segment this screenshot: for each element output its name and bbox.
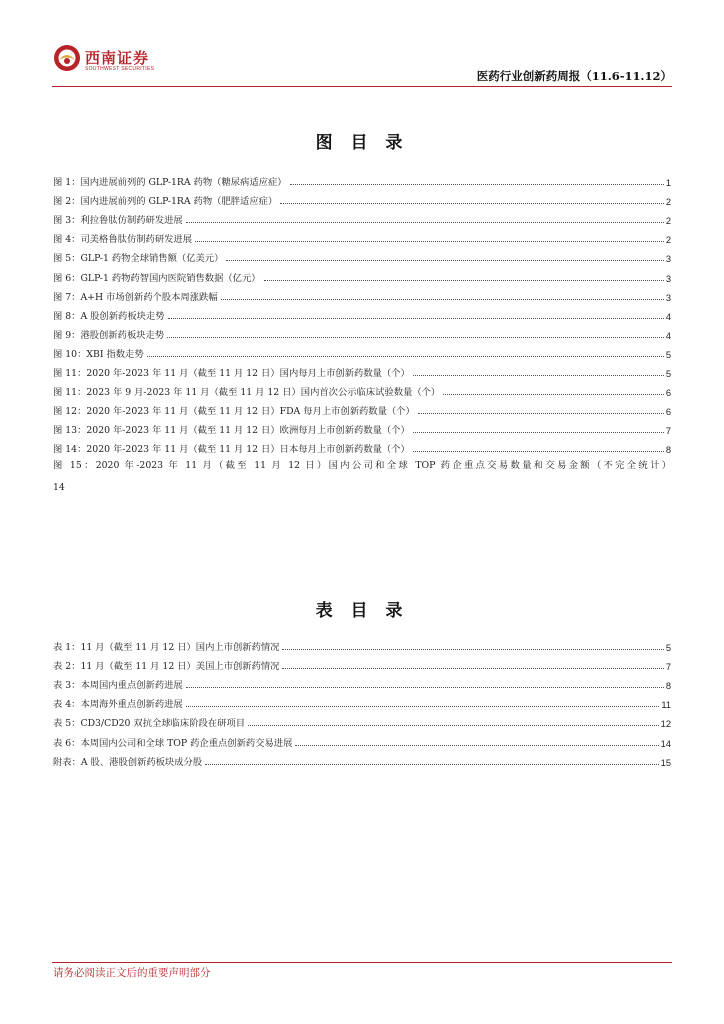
toc-entry-label: 图 12：2020 年-2023 年 11 月（截至 11 月 12 日）FDA 每月上市创新药数量（个） [53, 406, 415, 418]
toc-entry-label: 表 2：11 月（截至 11 月 12 日）美国上市创新药情况 [53, 661, 280, 673]
toc-entry-page: 4 [665, 330, 671, 341]
toc-entry-label: 图 2：国内进展前列的 GLP-1RA 药物（肥胖适应症） [53, 196, 278, 208]
figures-toc-title: 图 目 录 [315, 133, 409, 153]
toc-entry-page: 8 [665, 681, 671, 692]
toc-entry-label: 图 11：2023 年 9 月-2023 年 11 月（截至 11 月 12 日）国内首次公示临床试验数量（个） [53, 387, 441, 399]
toc-leader-dots [413, 375, 664, 376]
toc-entry-page: 3 [665, 273, 671, 284]
toc-entry-figure[interactable] [53, 398, 671, 417]
toc-entry-page: 2 [665, 216, 671, 227]
toc-entry-page: 3 [665, 292, 671, 303]
toc-entry-label: 附表：A 股、港股创新药板块成分股 [53, 756, 203, 768]
toc-entry-figure[interactable] [53, 436, 671, 455]
toc-leader-dots [186, 687, 664, 688]
toc-entry-label: 图 14：2020 年-2023 年 11 月（截至 11 月 12 日）日本每月上市创新药数量（个） [53, 444, 410, 456]
toc-entry-page: 3 [665, 254, 671, 265]
toc-leader-dots [226, 260, 663, 261]
toc-entry-label: 图 1：国内进展前列的 GLP-1RA 药物（糖尿病适应症） [53, 177, 287, 189]
toc-leader-dots [280, 203, 664, 204]
toc-leader-dots [295, 745, 658, 746]
toc-leader-dots [413, 451, 664, 452]
toc-entry-page: 8 [665, 445, 671, 456]
toc-leader-dots [264, 280, 664, 281]
toc-entry-page: 11 [661, 700, 671, 711]
toc-entry-page: 12 [660, 719, 671, 730]
toc-entry-table[interactable] [53, 634, 671, 653]
toc-entry-label: 图 5：GLP-1 药物全球销售额（亿美元） [53, 253, 224, 265]
toc-entry-page: 2 [665, 197, 671, 208]
toc-entry-label: 图 4：司美格鲁肽仿制药研发进展 [53, 234, 193, 246]
toc-leader-dots [168, 318, 664, 319]
toc-entry-figure[interactable] [53, 379, 671, 398]
toc-entry-table[interactable] [53, 749, 671, 768]
toc-entry-figure[interactable] [53, 169, 671, 188]
toc-leader-dots [290, 184, 664, 185]
toc-leader-dots [221, 299, 664, 300]
toc-entry-label: 表 5：CD3/CD20 双抗全球临床阶段在研项目 [53, 718, 245, 730]
tables-toc-title: 表 目 录 [315, 601, 409, 621]
toc-leader-dots [282, 668, 663, 669]
toc-entry-page: 5 [665, 349, 671, 360]
toc-entry-label: 表 4：本周海外重点创新药进展 [53, 699, 183, 711]
toc-entry-page: 14 [53, 482, 65, 494]
toc-leader-dots [413, 432, 664, 433]
toc-entry-label: 表 6：本周国内公司和全球 TOP 药企重点创新药交易进展 [53, 737, 293, 749]
toc-entry-label: 图 3：利拉鲁肽仿制药研发进展 [53, 215, 183, 227]
toc-leader-dots [186, 222, 664, 223]
toc-entry-label: 图 10：XBI 指数走势 [53, 348, 144, 360]
toc-entry-table[interactable] [53, 672, 671, 691]
toc-entry-figure[interactable] [53, 303, 671, 322]
toc-entry-page: 5 [665, 369, 671, 380]
toc-leader-dots [195, 241, 664, 242]
logo-emblem-icon [53, 44, 81, 72]
toc-entry-label: 表 1：11 月（截至 11 月 12 日）国内上市创新药情况 [53, 642, 280, 654]
tables-toc [53, 634, 671, 768]
report-title: 医药行业创新药周报（11.6-11.12） [476, 69, 672, 83]
toc-entry-label: 图 11：2020 年-2023 年 11 月（截至 11 月 12 日）国内每月上市创新药数量（个） [53, 368, 410, 380]
toc-entry-page: 6 [665, 407, 671, 418]
toc-entry-figure[interactable] [53, 207, 671, 226]
toc-entry-label: 图 9：港股创新药板块走势 [53, 329, 165, 341]
footer-divider [52, 962, 672, 963]
footer-notice: 请务必阅读正文后的重要声明部分 [53, 967, 211, 979]
toc-entry-figure[interactable] [53, 284, 671, 303]
toc-leader-dots [147, 356, 664, 357]
toc-leader-dots [248, 725, 659, 726]
toc-leader-dots [167, 337, 664, 338]
toc-entry-label: 表 3：本周国内重点创新药进展 [53, 680, 183, 692]
toc-leader-dots [282, 649, 663, 650]
toc-entry-page: 7 [665, 662, 671, 673]
toc-leader-dots [186, 706, 660, 707]
header-divider [52, 86, 672, 87]
toc-entry-label: 图 8：A 股创新药板块走势 [53, 310, 165, 322]
toc-entry-page: 15 [660, 757, 671, 768]
toc-entry-label: 图 6：GLP-1 药物药智国内医院销售数据（亿元） [53, 272, 261, 284]
toc-entry-label: 图 7：A+H 市场创新药个股本周涨跌幅 [53, 291, 218, 303]
toc-entry-figure[interactable] [53, 226, 671, 245]
toc-entry-page: 14 [660, 738, 671, 749]
toc-entry-table[interactable] [53, 710, 671, 729]
toc-entry-page: 1 [665, 178, 671, 189]
toc-entry-label: 图 13：2020 年-2023 年 11 月（截至 11 月 12 日）欧洲每月上市创新药数量（个） [53, 425, 410, 437]
toc-entry-figure[interactable] [53, 188, 671, 207]
toc-entry-page: 4 [665, 311, 671, 322]
toc-entry-page: 5 [665, 643, 671, 654]
toc-leader-dots [418, 413, 664, 414]
logo-chinese-name: 西南证券 [85, 49, 150, 67]
page-header [0, 0, 724, 90]
toc-entry-figure[interactable] [53, 455, 671, 493]
toc-entry-page: 6 [665, 388, 671, 399]
company-logo [53, 44, 223, 76]
toc-entry-table[interactable] [53, 653, 671, 672]
toc-entry-table[interactable] [53, 729, 671, 748]
toc-entry-table[interactable] [53, 691, 671, 710]
toc-entry-figure[interactable] [53, 341, 671, 360]
toc-leader-dots [205, 764, 659, 765]
toc-entry-figure[interactable] [53, 245, 671, 264]
toc-entry-page: 2 [665, 235, 671, 246]
figures-toc [53, 169, 671, 493]
toc-entry-figure[interactable] [53, 360, 671, 379]
logo-english-name: SOUTHWEST SECURITIES [85, 66, 155, 72]
toc-entry-figure[interactable] [53, 264, 671, 283]
toc-entry-page: 7 [665, 426, 671, 437]
toc-entry-label: 图 15：2020 年-2023 年 11 月（截至 11 月 12 日）国内公司和全球 TOP 药企重点交易数量和交易金额（不完全统计） [53, 460, 671, 472]
toc-entry-figure[interactable] [53, 322, 671, 341]
toc-leader-dots [443, 394, 664, 395]
toc-entry-figure[interactable] [53, 417, 671, 436]
